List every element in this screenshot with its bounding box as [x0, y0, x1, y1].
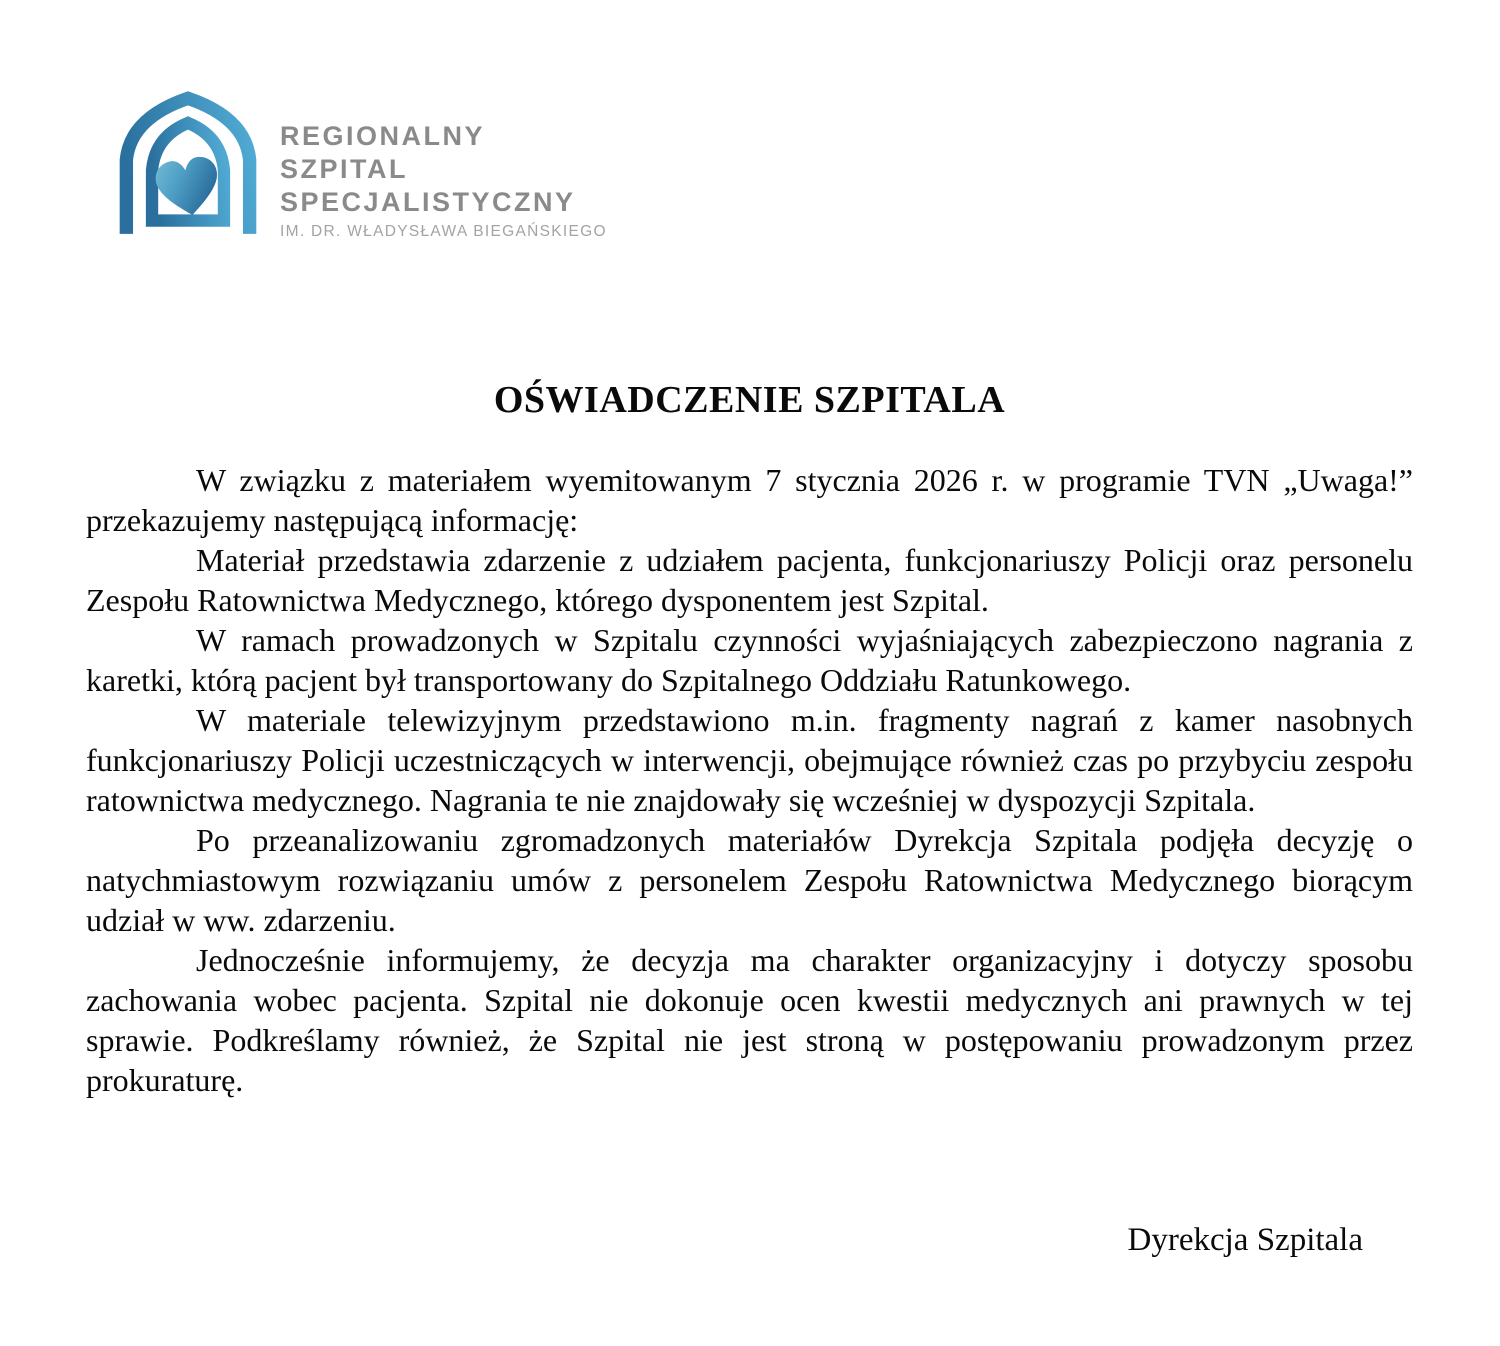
logo-name-line-1: REGIONALNY: [280, 121, 486, 151]
statement-paragraph: W materiale telewizyjnym przedstawiono m.in. fragmenty nagrań z kamer nasobnych funkcjonariuszy Policji uczestniczących w interwencji, obejmujące również czas po przybyciu zespołu ratownictwa medycznego. Nagrania te nie znajdowały się wcześniej w dyspozycji Szpitala.: [86, 702, 1413, 818]
statement-paragraph: Materiał przedstawia zdarzenie z udziałem pacjenta, funkcjonariuszy Policji oraz personelu Zespołu Ratownictwa Medycznego, którego dysponentem jest Szpital.: [86, 542, 1413, 618]
statement-body: [86, 460, 1413, 1100]
statement-paragraph: Jednocześnie informujemy, że decyzja ma charakter organizacyjny i dotyczy sposobu zachowania wobec pacjenta. Szpital nie dokonuje ocen kwestii medycznych ani prawnych w tej sprawie. Podkreślamy również, że Szpital nie jest stroną w postępowaniu prowadzonym przez prokuraturę.: [86, 942, 1413, 1098]
statement-title: OŚWIADCZENIE SZPITALA: [493, 379, 1006, 421]
logo-subtitle: IM. DR. WŁADYSŁAWA BIEGAŃSKIEGO: [280, 223, 607, 240]
hospital-logo-text: [280, 88, 607, 241]
signature-text: Dyrekcja Szpitala: [1127, 1222, 1363, 1258]
statement-paragraph: W związku z materiałem wyemitowanym 7 stycznia 2026 r. w programie TVN „Uwaga!” przekazujemy następującą informację:: [86, 462, 1413, 538]
hospital-logo: [112, 88, 607, 241]
logo-name-line-3: SPECJALISTYCZNY: [280, 187, 576, 217]
statement-signature: [86, 1222, 1413, 1259]
statement-paragraph: W ramach prowadzonych w Szpitalu czynności wyjaśniających zabezpieczono nagrania z karetki, którą pacjent był transportowany do Szpitalnego Oddziału Ratunkowego.: [86, 622, 1413, 698]
statement-paragraph: Po przeanalizowaniu zgromadzonych materiałów Dyrekcja Szpitala podjęła decyzję o natychmiastowym rozwiązaniu umów z personelem Zespołu Ratownictwa Medycznego biorącym udział w ww. zdarzeniu.: [86, 822, 1413, 938]
hospital-arch-heart-icon: [112, 88, 264, 238]
logo-name-line-2: SZPITAL: [280, 154, 408, 184]
